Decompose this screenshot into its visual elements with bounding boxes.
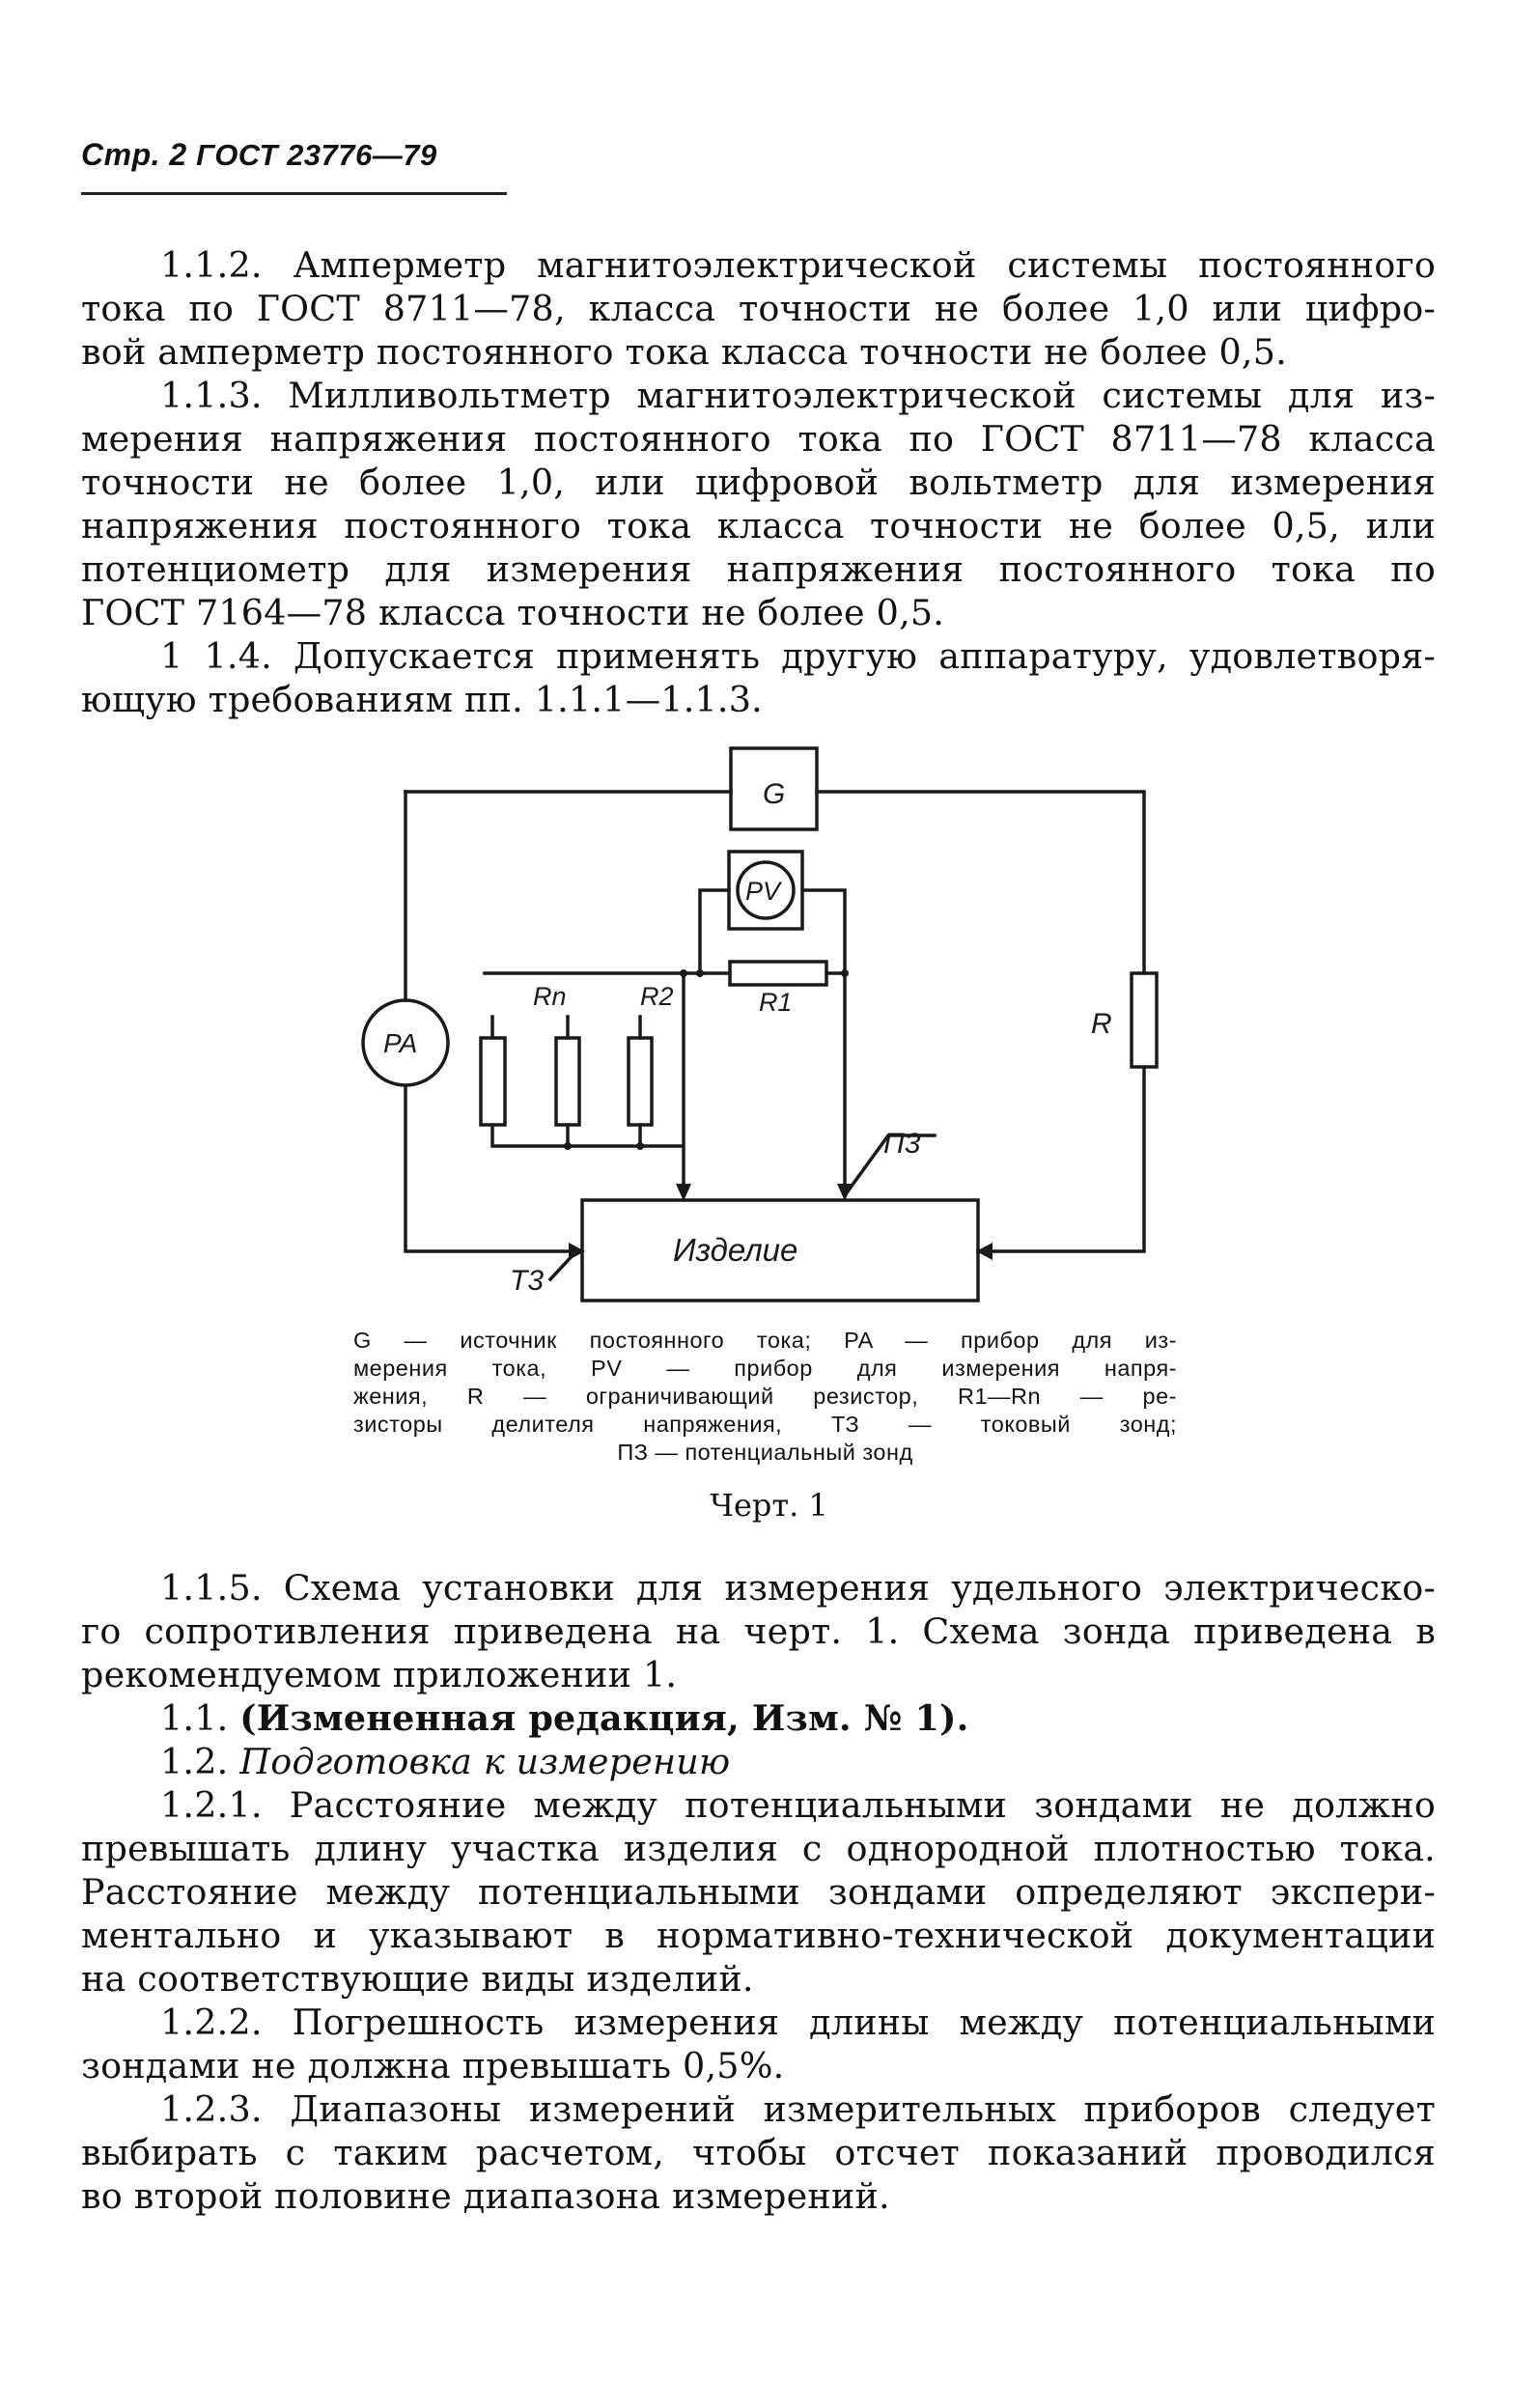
text-line: мерения напряжения постоянного тока по ГОСТ 8711—78 класса — [81, 418, 1436, 460]
text-line: во второй половине диапазона измерений. — [81, 2175, 890, 2217]
resistor-rn — [481, 1038, 505, 1125]
caption-line: зисторы делителя напряжения, ТЗ — токовый зонд; — [353, 1412, 1177, 1437]
resistor-r — [1132, 973, 1157, 1067]
text-line: рекомендуемом приложении 1. — [81, 1654, 678, 1695]
caption-line: мерения тока, PV — прибор для измерения напря- — [353, 1356, 1177, 1381]
resistor-r2 — [629, 1038, 652, 1125]
label-t3: Т3 — [510, 1265, 545, 1297]
right-wire — [978, 1067, 1144, 1251]
text-line: вой амперметр постоянного тока класса точности не более 0,5. — [81, 331, 1287, 373]
junction-dot — [696, 969, 704, 977]
label-pa: PA — [383, 1028, 418, 1058]
text-line: ГОСТ 7164—78 класса точности не более 0,5. — [81, 592, 945, 633]
figure-caption — [353, 1327, 1177, 1467]
figure-label: Черт. 1 — [710, 1487, 828, 1524]
label-product: Изделие — [673, 1232, 798, 1268]
text-line: напряжения постоянного тока класса точности не более 0,5, или — [81, 505, 1436, 546]
caption-line: жения, R — ограничивающий резистор, R1—Rn — ре- — [353, 1384, 1177, 1409]
resistor-mid — [556, 1038, 579, 1125]
label-r2: R2 — [640, 982, 674, 1011]
label-r1: R1 — [759, 988, 793, 1017]
text-line: 1.2.1. Расстояние между потенциальными зондами не должно — [160, 1784, 1436, 1826]
text-line: ментально и указывают в нормативно-технической документации — [81, 1915, 1436, 1956]
text-line: Расстояние между потенциальными зондами определяют экспери- — [81, 1871, 1436, 1913]
text-line: 1 1.4. Допускается применять другую аппаратуру, удовлетворя- — [160, 635, 1436, 677]
label-p3: П3 — [883, 1128, 921, 1160]
text-line: ющую требованиям пп. 1.1.1—1.1.3. — [81, 679, 763, 720]
label-g: G — [763, 778, 786, 810]
text-line: выбирать с таким расчетом, чтобы отсчет показаний проводился — [81, 2132, 1436, 2173]
text-line: 1.1.3. Милливольтметр магнитоэлектрической системы для из- — [160, 375, 1436, 416]
text-line: го сопротивления приведена на черт. 1. Схема зонда приведена в — [81, 1610, 1436, 1652]
text-line: 1.1.2. Амперметр магнитоэлектрической системы постоянного — [160, 244, 1436, 286]
label-rn: Rn — [533, 982, 567, 1011]
caption-line: ПЗ — потенциальный зонд — [617, 1440, 913, 1465]
text-line: 1.1. (Измененная редакция, Изм. № 1). — [160, 1697, 969, 1739]
page-label: Стр. 2 — [81, 137, 187, 172]
junction-dot — [841, 969, 849, 977]
text-line: зондами не должна превышать 0,5%. — [81, 2045, 785, 2086]
text-line: тока по ГОСТ 8711—78, класса точности не более 1,0 или цифро- — [81, 288, 1436, 329]
text-block-2 — [81, 1566, 1436, 2218]
standard-number: ГОСТ 23776—79 — [196, 138, 437, 172]
junction-dot — [636, 1142, 644, 1150]
junction-dot — [564, 1142, 572, 1150]
text-line: потенциометр для измерения напряжения постоянного тока по — [81, 548, 1436, 590]
resistor-r1 — [730, 962, 826, 985]
text-line: 1.1.5. Схема установки для измерения удельного электрическо- — [160, 1567, 1436, 1609]
label-r: R — [1091, 1008, 1112, 1040]
label-pv: PV — [745, 877, 781, 906]
caption-line: G — источник постоянного тока; PA — прибор для из- — [353, 1328, 1177, 1353]
junction-dot — [680, 969, 687, 977]
text-line: на соответствующие виды изделий. — [81, 1958, 754, 2000]
text-line: превышать длину участка изделия с однородной плотностью тока. — [81, 1828, 1436, 1869]
text-line: 1.2.2. Погрешность измерения длины между потенциальными — [160, 2002, 1436, 2043]
section-title: Подготовка к измерению — [239, 1741, 731, 1782]
text-line: 1.2.3. Диапазоны измерений измерительных приборов следует — [160, 2088, 1436, 2130]
text-line: точности не более 1,0, или цифровой вольтметр для измерения — [81, 462, 1436, 503]
amendment-note: (Измененная редакция, Изм. № 1). — [239, 1697, 969, 1739]
text-line: 1.2. Подготовка к измерению — [160, 1741, 731, 1782]
